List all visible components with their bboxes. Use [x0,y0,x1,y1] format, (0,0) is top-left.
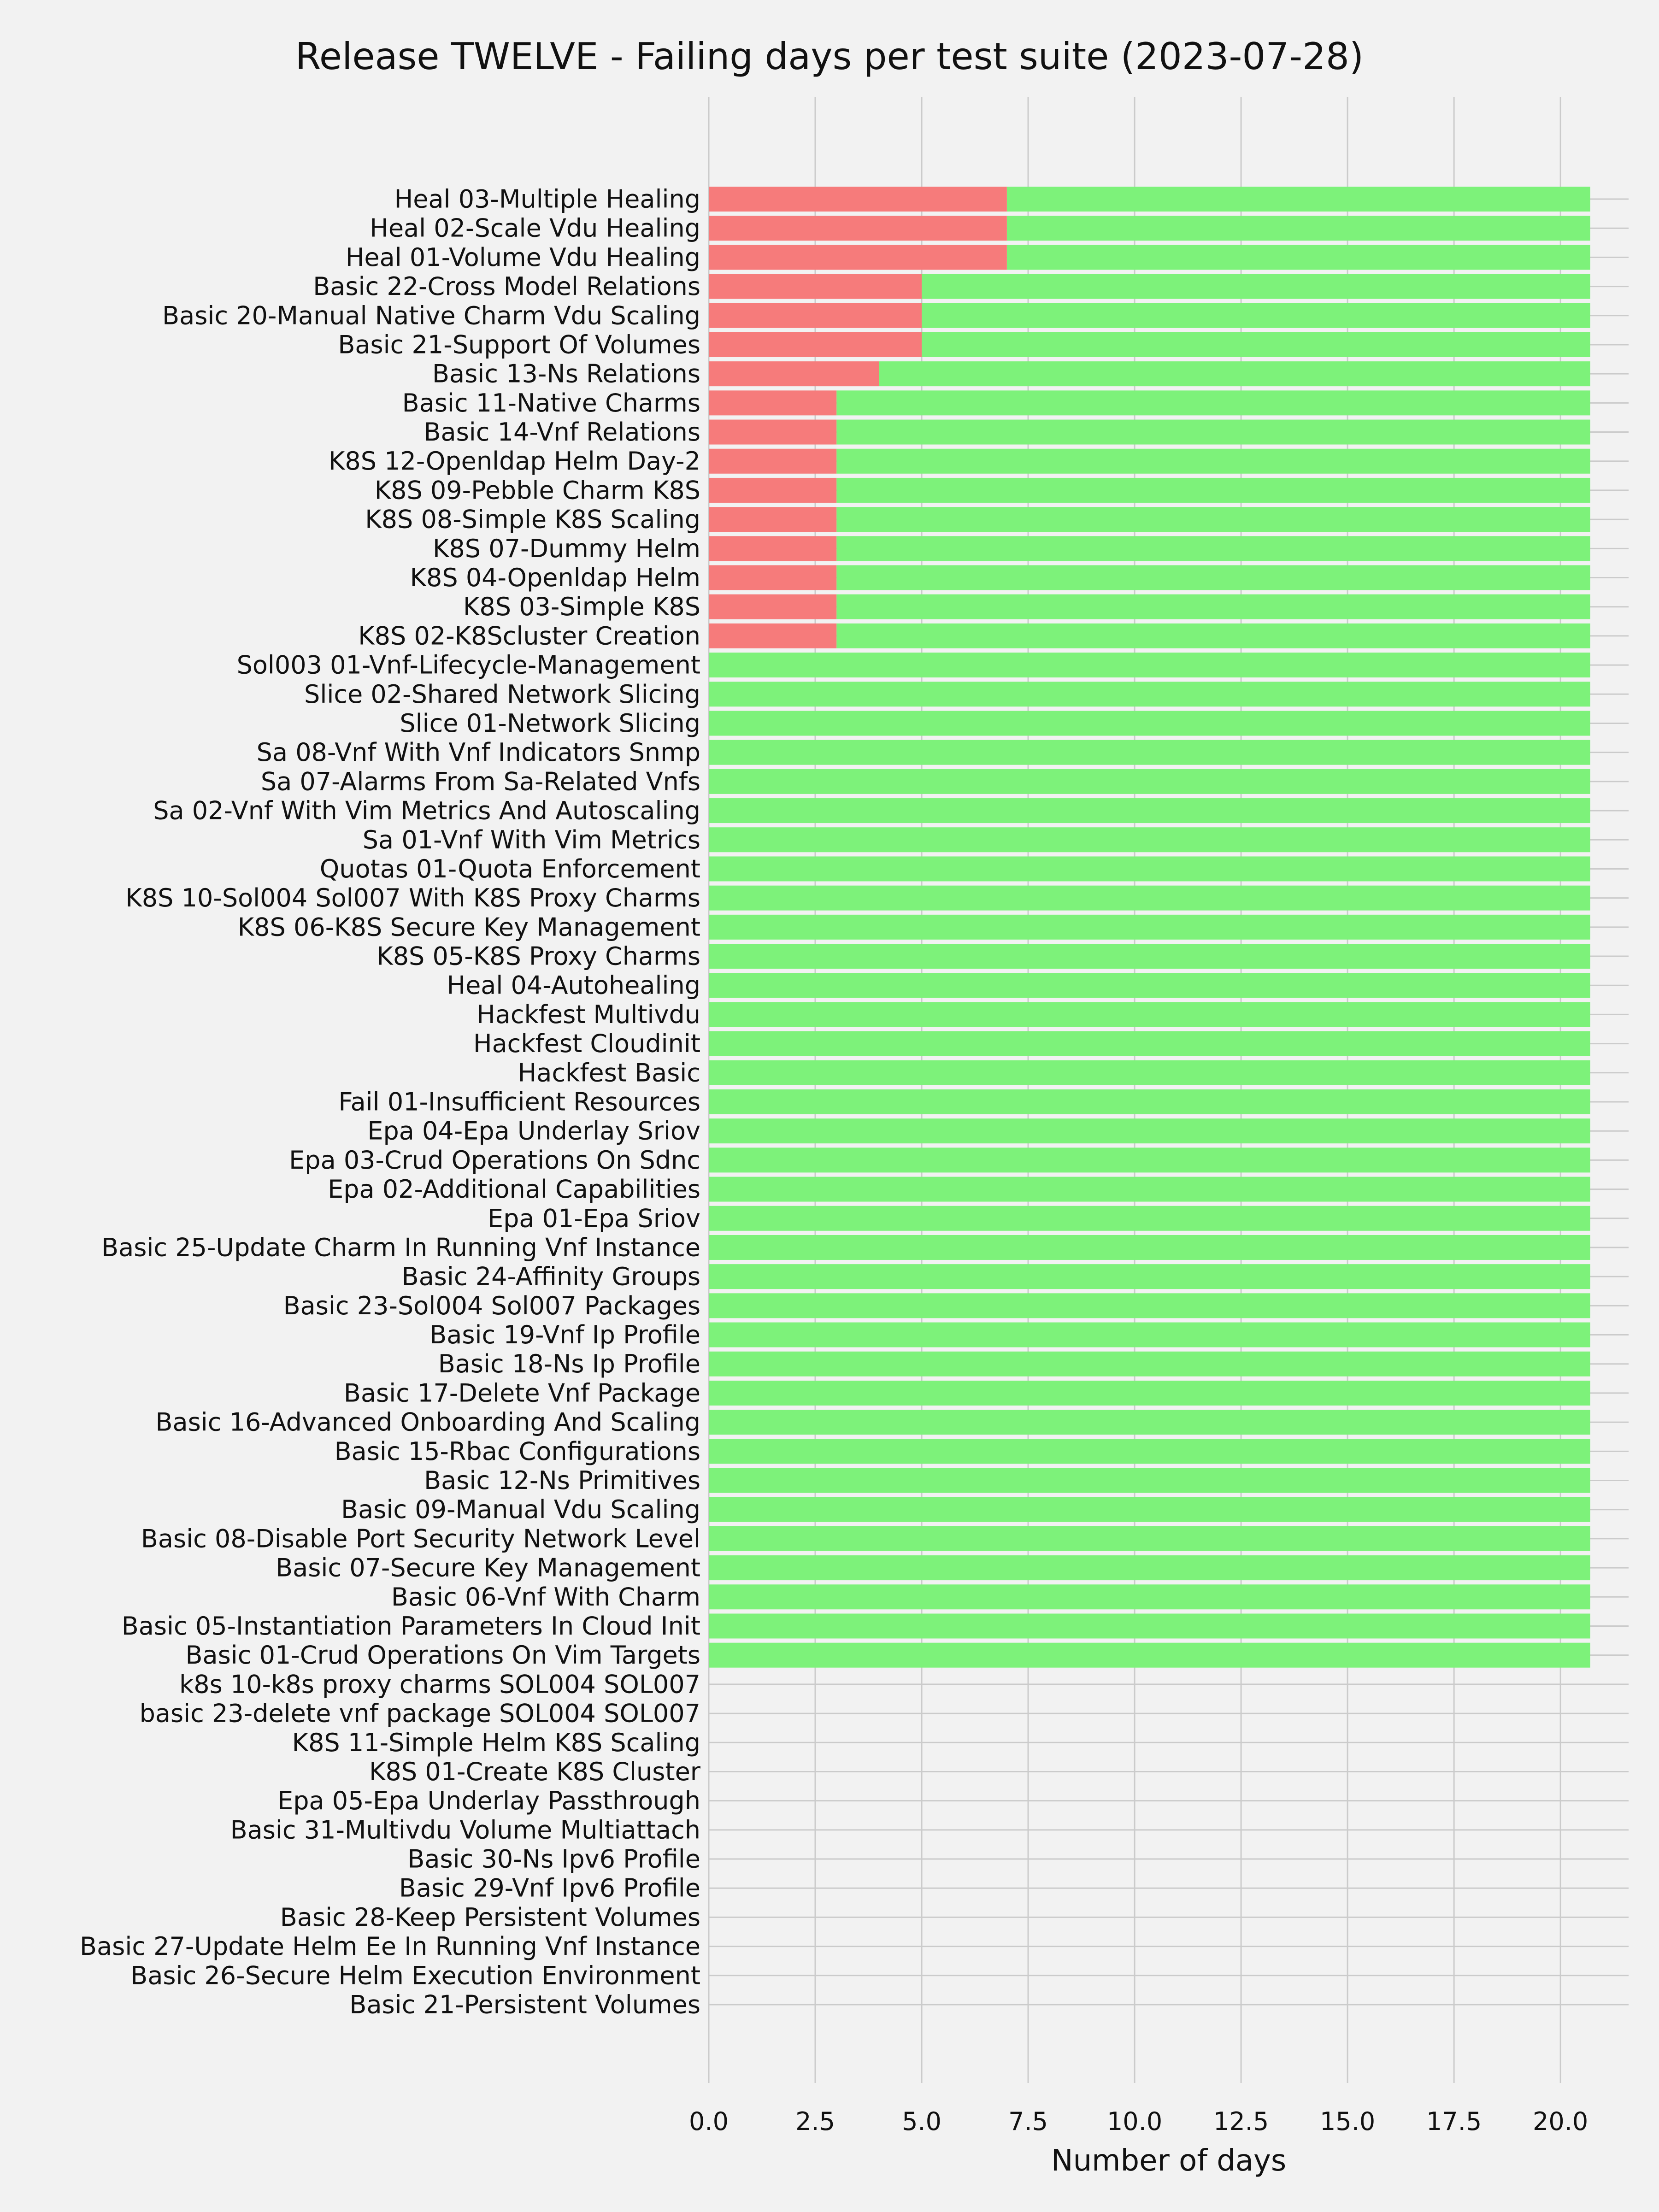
passing-bar [836,449,1590,474]
passing-bar [709,886,1590,911]
category-label: K8S 08-Simple K8S Scaling [365,505,700,534]
passing-bar [1007,187,1590,212]
failing-bar [709,187,1007,212]
passing-bar [1007,245,1590,270]
failing-bar [709,594,836,619]
passing-bar [709,1147,1590,1172]
category-label: Quotas 01-Quota Enforcement [319,854,700,883]
passing-bar [709,769,1590,794]
category-label: Epa 01-Epa Sriov [488,1204,700,1233]
category-label: Basic 13-Ns Relations [432,359,700,388]
category-label: Basic 05-Instantiation Parameters In Cloud Init [121,1611,700,1641]
category-label: K8S 06-K8S Secure Key Management [237,912,700,942]
category-label: Basic 14-Vnf Relations [424,418,700,447]
category-label: K8S 11-Simple Helm K8S Scaling [292,1728,700,1757]
category-label: Basic 07-Secure Key Management [276,1553,700,1583]
passing-bar [709,1410,1590,1435]
x-tick-label: 2.5 [795,2107,835,2136]
category-label: Heal 04-Autohealing [447,971,700,1000]
category-label: Basic 24-Affinity Groups [401,1262,700,1291]
x-tick-labels [689,2107,1588,2136]
category-label: K8S 05-K8S Proxy Charms [377,941,700,971]
category-label: Fail 01-Insufficient Resources [338,1087,700,1117]
failing-bar [709,420,836,445]
passing-bar [836,536,1590,561]
passing-bar [709,1613,1590,1638]
passing-bar [709,944,1590,969]
passing-bar [709,1002,1590,1027]
failing-bar [709,624,836,648]
passing-bar [836,390,1590,415]
failing-bar [709,449,836,474]
passing-bar [709,915,1590,940]
passing-bar [709,973,1590,998]
failing-bar [709,507,836,532]
passing-bar [922,274,1590,299]
category-label: Basic 22-Cross Model Relations [313,272,700,301]
category-label: K8S 02-K8Scluster Creation [358,621,700,651]
passing-bar [836,565,1590,590]
passing-bar [709,856,1590,881]
x-tick-label: 0.0 [689,2107,729,2136]
category-label: Basic 28-Keep Persistent Volumes [280,1902,700,1932]
passing-bar [709,1235,1590,1260]
passing-bar [836,420,1590,445]
category-label: Epa 04-Epa Underlay Sriov [367,1116,700,1146]
passing-bar [709,1468,1590,1493]
failing-bar [709,332,922,357]
failing-bar [709,478,836,503]
category-label: Heal 02-Scale Vdu Healing [370,213,700,243]
failing-bar [709,245,1007,270]
x-tick-label: 12.5 [1213,2107,1269,2136]
category-label: Basic 12-Ns Primitives [424,1466,700,1495]
category-label: Basic 30-Ns Ipv6 Profile [407,1844,700,1874]
category-label: Epa 03-Crud Operations On Sdnc [289,1145,700,1175]
passing-bar [709,682,1590,706]
category-label: K8S 09-Pebble Charm K8S [374,476,700,505]
passing-bar [709,798,1590,823]
passing-bar [709,1526,1590,1551]
passing-bar [836,594,1590,619]
passing-bar [709,740,1590,765]
category-label: Sol003 01-Vnf-Lifecycle-Management [236,650,700,680]
category-label: Epa 02-Additional Capabilities [328,1175,700,1204]
category-label: Basic 15-Rbac Configurations [334,1436,700,1466]
passing-bar [709,1293,1590,1318]
category-label: Sa 02-Vnf With Vim Metrics And Autoscaling [153,796,700,825]
passing-bar [922,332,1590,357]
category-label: K8S 10-Sol004 Sol007 With K8S Proxy Charms [125,883,700,913]
passing-bar [709,1555,1590,1580]
passing-bar [709,711,1590,735]
category-label: Epa 05-Epa Underlay Passthrough [277,1786,700,1816]
failing-bar [709,303,922,328]
passing-bar [836,624,1590,648]
failing-bar [709,274,922,299]
category-label: K8S 12-Openldap Helm Day-2 [328,447,700,476]
category-label: Sa 07-Alarms From Sa-Related Vnfs [260,767,700,796]
passing-bar [709,1118,1590,1143]
x-axis-label: Number of days [1051,2144,1287,2178]
category-label: Slice 01-Network Slicing [400,708,700,738]
category-label: Basic 25-Update Charm In Running Vnf Instance [101,1233,700,1262]
passing-bar [709,1584,1590,1609]
category-label: Hackfest Cloudinit [473,1029,700,1059]
category-label: Basic 01-Crud Operations On Vim Targets [185,1641,700,1670]
x-tick-label: 10.0 [1106,2107,1163,2136]
passing-bar [1007,216,1590,241]
x-tick-label: 20.0 [1533,2107,1588,2136]
passing-bar [879,361,1590,386]
failing-bar [709,216,1007,241]
passing-bar [709,1643,1590,1668]
passing-bar [922,303,1590,328]
category-label: Sa 01-Vnf With Vim Metrics [362,825,700,854]
category-label: Sa 08-Vnf With Vnf Indicators Snmp [256,738,700,767]
category-label: Basic 21-Persistent Volumes [349,1990,700,2019]
category-label: Heal 01-Volume Vdu Healing [345,242,700,272]
passing-bar [709,653,1590,677]
passing-bar [709,1206,1590,1231]
failing-bar [709,361,879,386]
chart-title: Release TWELVE - Failing days per test suite (2023-07-28) [295,35,1364,78]
passing-bar [709,1264,1590,1289]
x-tick-label: 5.0 [902,2107,941,2136]
category-label: Basic 29-Vnf Ipv6 Profile [399,1873,700,1903]
category-label: Hackfest Basic [518,1058,700,1088]
category-label: K8S 01-Create K8S Cluster [369,1757,700,1786]
category-label: Basic 18-Ns Ip Profile [438,1349,700,1379]
passing-bar [709,1323,1590,1347]
category-label: Basic 26-Secure Helm Execution Environment [130,1961,700,1990]
passing-bar [709,1381,1590,1406]
category-label: Hackfest Multivdu [477,1000,700,1029]
passing-bar [709,1439,1590,1464]
passing-bar [709,827,1590,852]
passing-bar [836,478,1590,503]
category-label: Basic 21-Support Of Volumes [338,330,700,359]
failing-bar [709,536,836,561]
category-label: k8s 10-k8s proxy charms SOL004 SOL007 [179,1670,700,1699]
passing-bar [709,1497,1590,1522]
category-label: basic 23-delete vnf package SOL004 SOL007 [139,1699,700,1728]
passing-bar [709,1060,1590,1085]
category-label: Basic 27-Update Helm Ee In Running Vnf Instance [80,1932,700,1961]
x-tick-label: 7.5 [1008,2107,1048,2136]
category-label: K8S 07-Dummy Helm [433,534,700,563]
category-label: Heal 03-Multiple Healing [394,184,700,214]
category-label: Basic 08-Disable Port Security Network Level [141,1524,700,1553]
passing-bar [709,1089,1590,1114]
x-tick-label: 17.5 [1426,2107,1482,2136]
category-label: Basic 20-Manual Native Charm Vdu Scaling [162,301,700,330]
failing-bar [709,565,836,590]
category-label: Basic 17-Delete Vnf Package [343,1378,700,1408]
category-label: Basic 16-Advanced Onboarding And Scaling [155,1407,700,1437]
failing-bar [709,390,836,415]
bars-layer [709,187,1590,1668]
category-label: Basic 11-Native Charms [402,388,700,418]
category-label: K8S 04-Openldap Helm [410,563,700,593]
passing-bar [836,507,1590,532]
category-label: Basic 23-Sol004 Sol007 Packages [283,1291,700,1320]
passing-bar [709,1177,1590,1202]
category-label: K8S 03-Simple K8S [463,592,700,622]
x-tick-label: 15.0 [1319,2107,1376,2136]
category-label: Basic 09-Manual Vdu Scaling [341,1495,700,1524]
category-label: Basic 19-Vnf Ip Profile [429,1320,700,1350]
category-label: Basic 31-Multivdu Volume Multiattach [230,1815,700,1845]
category-label: Basic 06-Vnf With Charm [391,1582,700,1612]
category-label: Slice 02-Shared Network Slicing [304,679,700,709]
passing-bar [709,1352,1590,1377]
passing-bar [709,1031,1590,1056]
